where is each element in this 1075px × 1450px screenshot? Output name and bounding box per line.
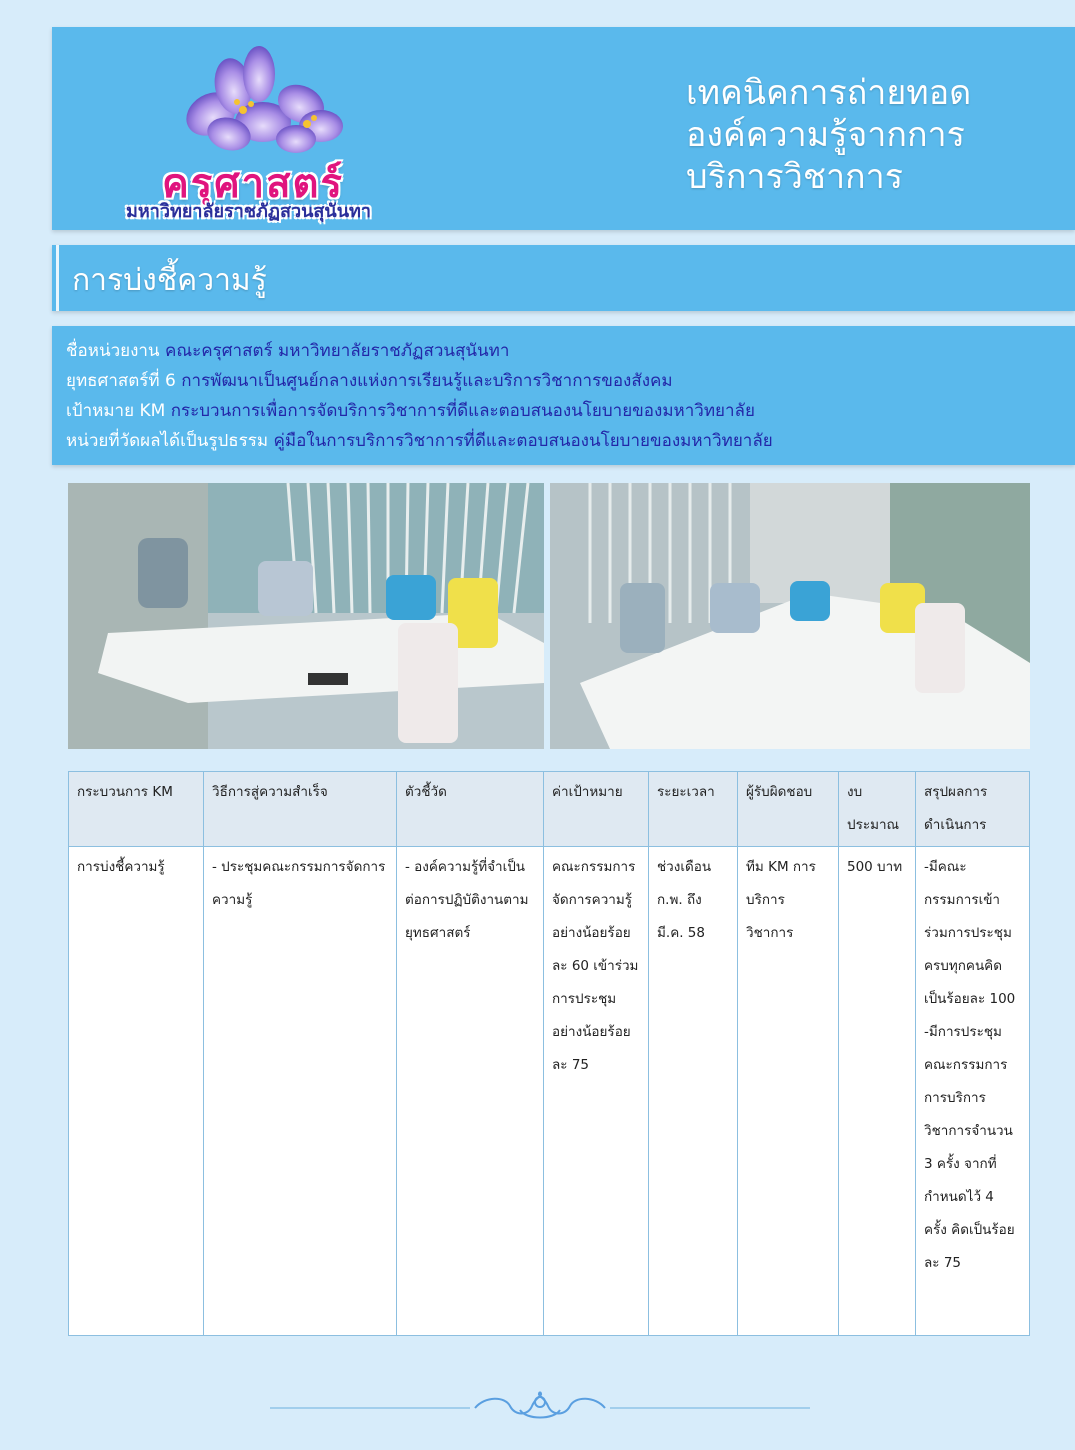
table-cell: คณะกรรมการจัดการความรู้อย่างน้อยร้อยละ 60 เข้าร่วมการประชุมอย่างน้อยร้อยละ 75 [544, 847, 649, 1336]
info-strategy [66, 366, 1066, 396]
column-header: ค่าเป้าหมาย [544, 772, 649, 847]
info-value: กระบวนการเพื่อการจัดบริการวิชาการที่ดีและตอบสนองนโยบายของมหาวิทยาลัย [170, 401, 755, 421]
title-line-2: องค์ความรู้จากการ [686, 115, 965, 155]
table-cell: - ประชุมคณะกรรมการจัดการความรู้ [204, 847, 397, 1336]
km-table [68, 771, 1030, 1336]
table-header-row [69, 772, 1030, 847]
column-header: ผู้รับผิดชอบ [738, 772, 839, 847]
column-header: กระบวนการ KM [69, 772, 204, 847]
info-unit [66, 336, 1066, 366]
faculty-logo [76, 44, 421, 224]
section-title: การบ่งชี้ความรู้ [72, 263, 267, 298]
title-line-1: เทคนิคการถ่ายทอด [686, 73, 972, 113]
info-label: หน่วยที่วัดผลได้เป็นรูปธรรม [66, 431, 269, 451]
table-cell: - องค์ความรู้ที่จำเป็นต่อการปฏิบัติงานตามยุทธศาสตร์ [397, 847, 544, 1336]
table-cell: -มีคณะกรรมการเข้าร่วมการประชุมครบทุกคนคิดเป็นร้อยละ 100 -มีการประชุมคณะกรรมการการบริการวิชาการจำนวน 3 ครั้ง จากที่กำหนดไว้ 4 ครั้ง คิดเป็นร้อยละ 75 [916, 847, 1030, 1336]
info-label: ชื่อหน่วยงาน [66, 341, 160, 361]
logo-name: ครุศาสตร์ [162, 161, 344, 207]
info-value: คู่มือในการบริการวิชาการที่ดีและตอบสนองนโยบายของมหาวิทยาลัย [273, 431, 773, 451]
meeting-photo-2 [550, 483, 1030, 749]
column-header: งบประมาณ [839, 772, 916, 847]
table-cell: 500 บาท [839, 847, 916, 1336]
ornament-divider-icon [270, 1388, 810, 1428]
logo-subtitle: มหาวิทยาลัยราชภัฏสวนสุนันทา [126, 201, 371, 222]
info-measurable-unit [66, 426, 1066, 456]
flower-icon [171, 44, 351, 164]
column-header: ตัวชี้วัด [397, 772, 544, 847]
title-line-3: บริการวิชาการ [686, 157, 903, 197]
table-cell: การบ่งชี้ความรู้ [69, 847, 204, 1336]
page-title [686, 72, 1071, 198]
info-lines [66, 336, 1066, 456]
info-km-goal [66, 396, 1066, 426]
meeting-photo-1 [68, 483, 544, 749]
column-header: วิธีการสู่ความสำเร็จ [204, 772, 397, 847]
info-value: การพัฒนาเป็นศูนย์กลางแห่งการเรียนรู้และบริการวิชาการของสังคม [181, 371, 673, 391]
column-header: ระยะเวลา [649, 772, 738, 847]
info-label: เป้าหมาย KM [66, 401, 166, 421]
table-cell: ทีม KM การบริการวิชาการ [738, 847, 839, 1336]
table-row [69, 847, 1030, 1336]
column-header: สรุปผลการดำเนินการ [916, 772, 1030, 847]
info-label: ยุทธศาสตร์ที่ 6 [66, 371, 176, 391]
table-cell: ช่วงเดือน ก.พ. ถึง มี.ค. 58 [649, 847, 738, 1336]
info-value: คณะครุศาสตร์ มหาวิทยาลัยราชภัฏสวนสุนันทา [164, 341, 510, 361]
